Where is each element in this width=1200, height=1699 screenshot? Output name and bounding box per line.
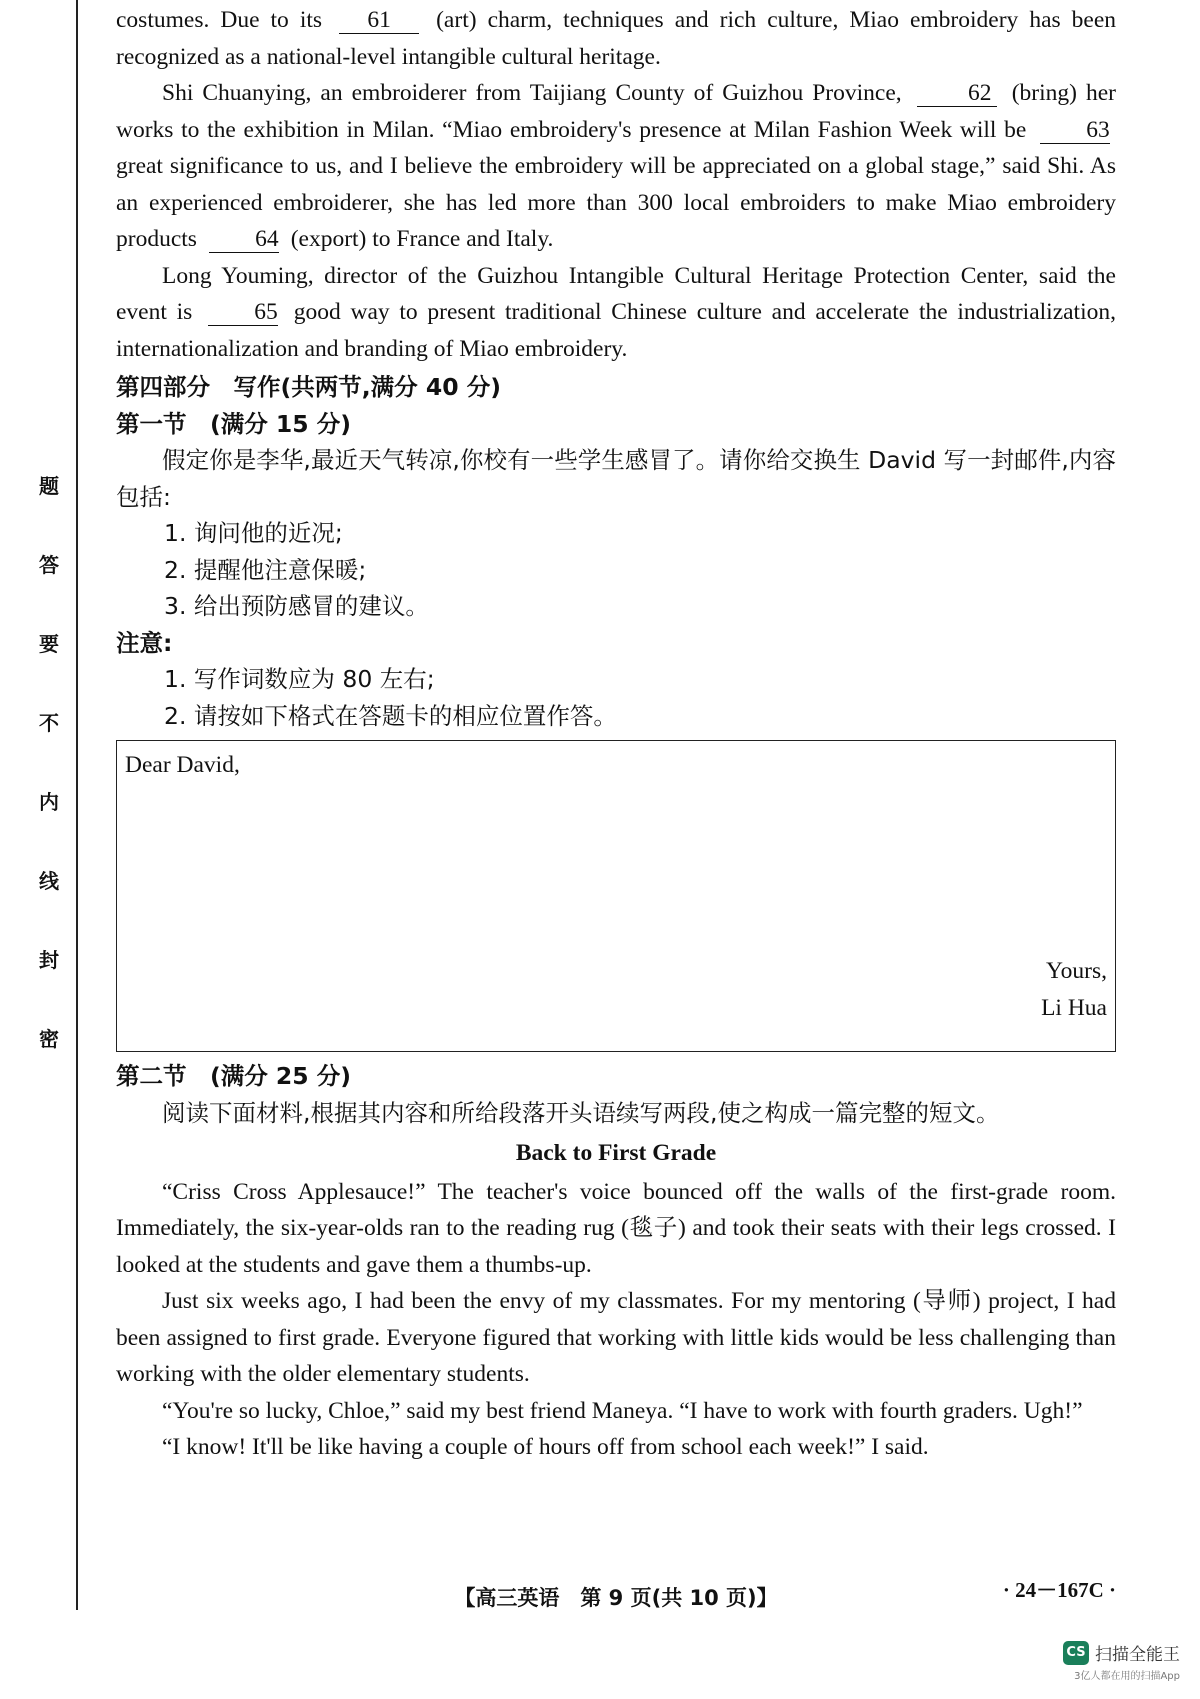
section2-heading: 第二节 (满分 25 分) — [116, 1062, 352, 1090]
story-paragraph: Just six weeks ago, I had been the envy of my classmates. For my mentoring (导师) project, I had been assigned to first grade. Everyone figured that working with little kids would be less challenging than working with the older elementary students. — [116, 1288, 1116, 1387]
story-paragraph: “I know! It'll be like having a couple of hours off from school each week!” I said. — [162, 1434, 929, 1460]
blank-64: 64 — [209, 226, 279, 253]
seal-char: 题 — [39, 474, 59, 498]
seal-char: 密 — [39, 1027, 59, 1051]
letter-closing — [1041, 953, 1107, 1026]
watermark-tagline: 3亿人都在用的扫描App — [1074, 1671, 1180, 1682]
passage-paragraph-1: costumes. Due to its 61 (art) charm, techniques and rich culture, Miao embroidery has been recognized as a national-level intangible cultural heritage. — [116, 7, 1117, 70]
signature-line: Li Hua — [1041, 994, 1107, 1021]
content-item: 1. 询问他的近况; — [164, 519, 343, 547]
story-title: Back to First Grade — [515, 1140, 717, 1166]
binding-margin-rule — [76, 0, 78, 1610]
section2-prompt: 阅读下面材料,根据其内容和所给段落开头语续写两段,使之构成一篇完整的短文。 — [162, 1098, 1000, 1127]
seal-line-notice — [36, 470, 62, 1052]
watermark-name: 扫描全能王 — [1095, 1645, 1180, 1665]
passage-paragraph-2: Shi Chuanying, an embroiderer from Taijiang County of Guizhou Province, 62 (bring) her works to the exhibition in Milan. “Miao embroidery's presence at Milan Fashion Week will be 63 great significance to us, and I believe the embroidery will be appreciated on a global stage,” said Shi. As an experienced embroiderer, she has led more than 300 local embroiders to make Miao embroidery products 64 (export) to France and Italy. — [116, 80, 1117, 252]
closing-line: Yours, — [1046, 958, 1107, 984]
letter-answer-box — [116, 740, 1116, 1052]
scanner-watermark — [1063, 1640, 1180, 1682]
paper-code: · 24－167C · — [1002, 1578, 1116, 1602]
notes-heading: 注意: — [116, 628, 173, 657]
blank-65: 65 — [208, 299, 278, 326]
story-paragraph: “Criss Cross Applesauce!” The teacher's voice bounced off the walls of the first-grade room. Immediately, the six-year-olds ran to the reading rug (毯子) and took their seats with their legs crossed. I looked at the students and gave them a thumbs-up. — [116, 1178, 1116, 1278]
blank-61: 61 — [339, 7, 419, 34]
note-item: 1. 写作词数应为 80 左右; — [164, 665, 435, 693]
blank-63: 63 — [1040, 117, 1110, 144]
section1-prompt: 假定你是李华,最近天气转凉,你校有一些学生感冒了。请你给交换生 David 写一封邮件,内容包括: — [116, 446, 1116, 511]
blank-62: 62 — [917, 80, 997, 107]
content-item: 2. 提醒他注意保暖; — [164, 555, 367, 584]
page-number: 【高三英语 第 9 页(共 10 页)】 — [454, 1586, 778, 1610]
seal-char: 不 — [39, 711, 59, 735]
camscanner-logo-icon: CS — [1063, 1641, 1089, 1665]
exam-page — [116, 0, 1116, 1466]
seal-char: 要 — [39, 632, 59, 656]
part4-heading: 第四部分 写作(共两节,满分 40 分) — [116, 373, 501, 401]
seal-char: 封 — [39, 948, 59, 972]
seal-char: 线 — [39, 869, 59, 893]
seal-char: 内 — [39, 790, 59, 814]
content-item: 3. 给出预防感冒的建议。 — [164, 592, 429, 620]
page-footer — [116, 1578, 1116, 1622]
letter-greeting: Dear David, — [125, 752, 240, 778]
seal-char: 答 — [39, 553, 59, 577]
note-item: 2. 请按如下格式在答题卡的相应位置作答。 — [164, 701, 617, 730]
section1-heading: 第一节 (满分 15 分) — [116, 409, 352, 438]
passage-paragraph-3: Long Youming, director of the Guizhou Intangible Cultural Heritage Protection Center, said the event is 65 good way to present traditional Chinese culture and accelerate the industrialization, internationalization and branding of Miao embroidery. — [116, 262, 1116, 362]
story-paragraph: “You're so lucky, Chloe,” said my best friend Maneya. “I have to work with fourth graders. Ugh!” — [162, 1397, 1083, 1424]
